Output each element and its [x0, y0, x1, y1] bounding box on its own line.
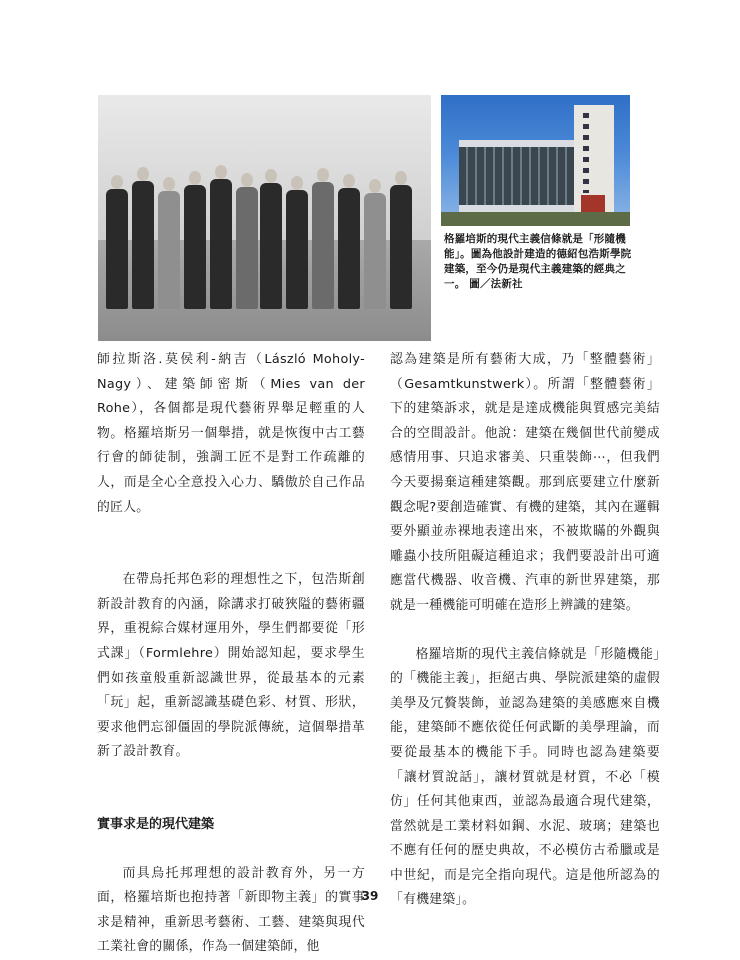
person-figure — [210, 179, 232, 309]
person-figure — [132, 181, 154, 309]
left-column — [97, 348, 365, 960]
person-figure — [184, 185, 206, 309]
person-figure — [236, 187, 258, 309]
group-portrait-photo — [98, 95, 431, 341]
right-column — [390, 348, 660, 913]
paragraph: 格羅培斯的現代主義信條就是「形隨機能」的「機能主義」，拒絕古典、學院派建築的虛假美學及冗贅裝飾，並認為建築的美感應來自機能，建築師不應依從任何武斷的美學理論，而要從最基本的機能下手。同時也認為建築要「讓材質說話」，讓材質就是材質，不必「模仿」任何其他東西，並認為最適合現代建築，當然就是工業材料如鋼、水泥、玻璃；建築也不應有任何的歷史典故，不必模仿古希臘或是中世紀，而是完全指向現代。這是他所認為的「有機建築」。 — [390, 646, 660, 908]
paragraph: 在帶烏托邦色彩的理想性之下，包浩斯創新設計教育的內涵，除講求打破狹隘的藝術疆界，重視綜合媒材運用外，學生們都要從「形式課」（Formlehre）開始認知起，要求學生們如孩童般重新認識世界，從最基本的元素「玩」起，重新認識基礎色彩、材質、形狀，要求他們忘卻僵固的學院派傳統，這個舉措革新了設計教育。 — [97, 572, 365, 760]
person-figure — [390, 185, 412, 309]
paragraph: 師拉斯洛.莫侯利-納吉（László Moholy-Nagy）、建築師密斯（Mies van der Rohe），各個都是現代藝術界舉足輕重的人物。格羅培斯另一個舉措，就是恢復中古工藝行會的師徒制，強調工匠不是對工作疏離的人，而是全心全意投入心力、驕傲於自己作品的匠人。 — [97, 352, 365, 515]
paragraph: 認為建築是所有藝術大成，乃「整體藝術」（Gesamtkunstwerk）。所謂「整體藝術」下的建築訴求，就是是達成機能與質感完美結合的空間設計。他說：建築在幾個世代前變成感情用事、只追求審美、只重裝飾⋯，但我們今天要揚棄這種建築觀。那到底要建立什麼新觀念呢?要創造確實、有機的建築，其內在邏輯要外顯並赤裸地表達出來，不被欺瞞的外觀與雕蟲小技所阻礙這種追求；我們要設計出可適應當代機器、收音機、汽車的新世界建築，那就是一種機能可明確在造形上辨識的建築。 — [390, 352, 660, 613]
person-figure — [364, 193, 386, 309]
red-wall-section — [581, 195, 605, 212]
ground — [441, 212, 630, 226]
page-number: 39 — [361, 889, 379, 903]
person-figure — [286, 190, 308, 309]
person-figure — [158, 191, 180, 309]
person-figure — [338, 188, 360, 309]
person-figure — [106, 189, 128, 309]
person-figure — [312, 182, 334, 309]
photo-caption: 格羅培斯的現代主義信條就是「形隨機能」。圖為他設計建造的德紹包浩斯學院建築，至今仍是現代主義建築的經典之一。 圖／法新社 — [444, 233, 632, 290]
person-figure — [260, 183, 282, 309]
glass-curtain-wall — [459, 147, 584, 205]
tower-lettering — [583, 113, 589, 193]
paragraph: 而具烏托邦理想的設計教育外，另一方面，格羅培斯也抱持著「新即物主義」的實事求是精神，重新思考藝術、工藝、建築與現代工業社會的關係，作為一個建築師，他 — [97, 865, 365, 955]
bauhaus-building-photo — [441, 95, 630, 226]
section-heading: 實事求是的現代建築 — [97, 816, 215, 832]
